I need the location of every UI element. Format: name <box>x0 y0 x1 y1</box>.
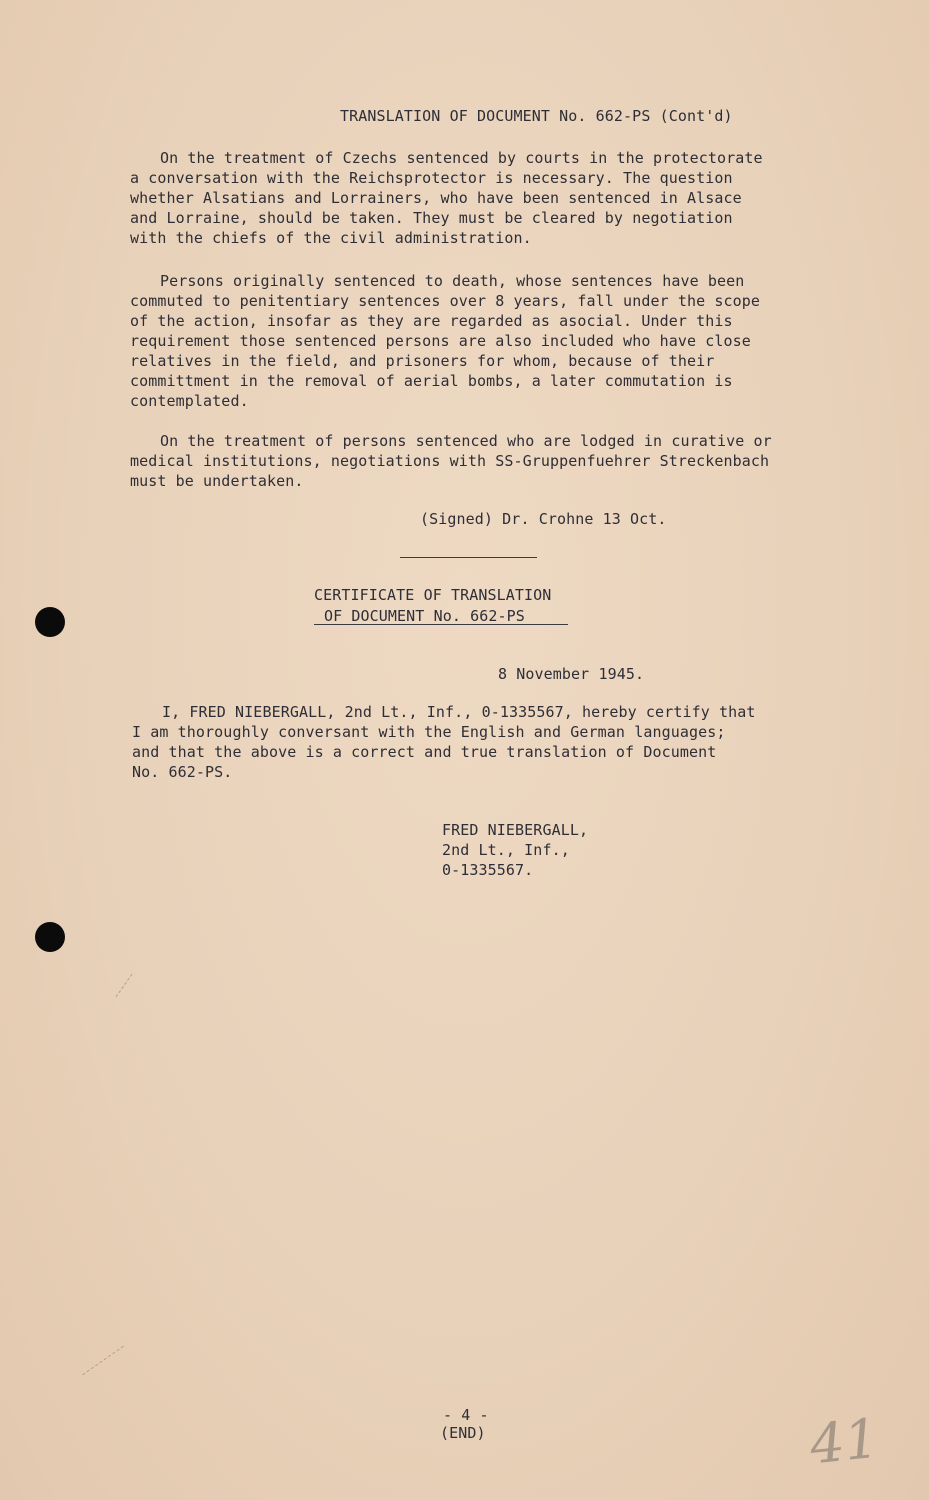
end-mark: (END) <box>440 1424 486 1442</box>
certificate-line: I am thoroughly conversant with the English and German languages; <box>132 723 726 741</box>
paragraph-line: of the action, insofar as they are regarded as asocial. Under this <box>130 312 733 330</box>
signer-line: 0-1335567. <box>442 861 534 879</box>
punch-hole-top <box>35 607 65 637</box>
paragraph-line: whether Alsatians and Lorrainers, who have been sentenced in Alsace <box>130 189 742 207</box>
certificate-date: 8 November 1945. <box>498 665 645 683</box>
paragraph-line: with the chiefs of the civil administration. <box>130 229 532 247</box>
paragraph-line: commuted to penitentiary sentences over 8 years, fall under the scope <box>130 292 761 310</box>
punch-hole-bottom <box>35 922 65 952</box>
document-title: TRANSLATION OF DOCUMENT No. 662-PS (Cont'd) <box>340 107 733 125</box>
certificate-line: I, FRED NIEBERGALL, 2nd Lt., Inf., 0-1335567, hereby certify that <box>162 703 756 721</box>
paragraph-2 <box>130 271 820 411</box>
paragraph-line: a conversation with the Reichsprotector is necessary. The question <box>130 169 733 187</box>
translator-signature-block <box>442 820 742 880</box>
paragraph-line: contemplated. <box>130 392 249 410</box>
certificate-body <box>132 702 822 782</box>
paragraph-line: Persons originally sentenced to death, whose sentences have been <box>160 272 745 290</box>
paragraph-1 <box>130 148 820 248</box>
certificate-title: CERTIFICATE OF TRANSLATION <box>314 586 552 604</box>
page-number: - 4 - <box>443 1406 489 1424</box>
paragraph-line: and Lorraine, should be taken. They must be cleared by negotiation <box>130 209 733 227</box>
certificate-line: No. 662-PS. <box>132 763 233 781</box>
section-divider <box>400 557 537 558</box>
handwritten-page-number: 41 <box>806 1406 882 1477</box>
certificate-subtitle: OF DOCUMENT No. 662-PS <box>324 607 525 625</box>
paper-scuff-mark <box>116 974 133 998</box>
paragraph-line: committment in the removal of aerial bombs, a later commutation is <box>130 372 733 390</box>
paragraph-line: On the treatment of persons sentenced who are lodged in curative or <box>160 432 772 450</box>
certificate-underline <box>314 624 568 625</box>
signature-line: (Signed) Dr. Crohne 13 Oct. <box>420 510 667 528</box>
certificate-line: and that the above is a correct and true translation of Document <box>132 743 717 761</box>
paper-scuff-mark <box>82 1346 124 1375</box>
paragraph-line: must be undertaken. <box>130 472 304 490</box>
signer-line: 2nd Lt., Inf., <box>442 841 570 859</box>
paragraph-line: relatives in the field, and prisoners for whom, because of their <box>130 352 715 370</box>
paragraph-line: medical institutions, negotiations with SS-Gruppenfuehrer Streckenbach <box>130 452 770 470</box>
paragraph-3 <box>130 431 820 491</box>
paragraph-line: On the treatment of Czechs sentenced by courts in the protectorate <box>160 149 763 167</box>
paragraph-line: requirement those sentenced persons are also included who have close <box>130 332 751 350</box>
signer-line: FRED NIEBERGALL, <box>442 821 589 839</box>
